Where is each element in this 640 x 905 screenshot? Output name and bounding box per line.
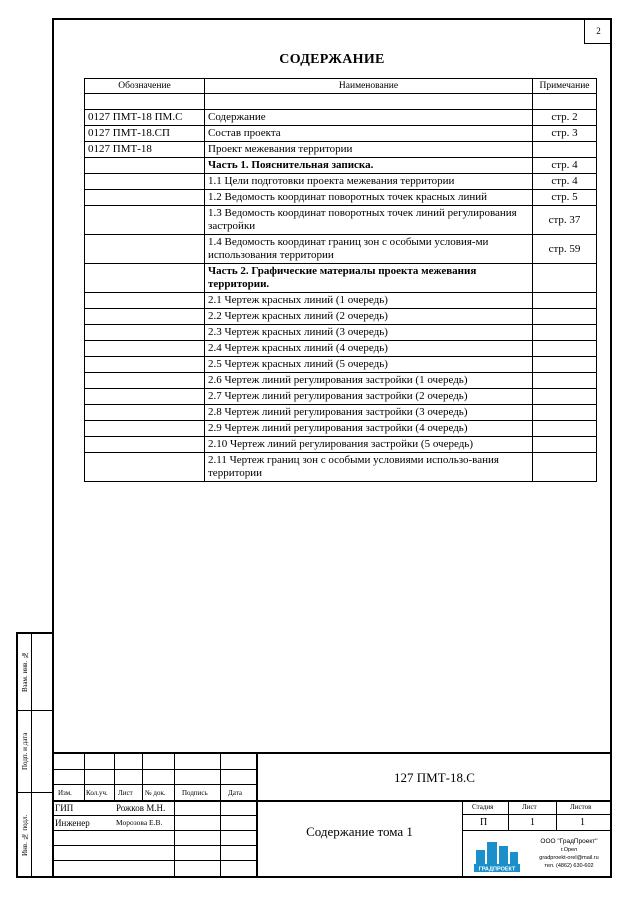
contents-table [84, 78, 597, 482]
cell-code [85, 309, 205, 325]
table-row [85, 190, 597, 206]
cell-name: Содержание [205, 110, 533, 126]
side-label-vzam: Взам. инв. № [21, 651, 29, 693]
cell-code: 0127 ПМТ-18.СП [85, 126, 205, 142]
cell-name: Часть 2. Графические материалы проекта межевания территории. [205, 264, 533, 293]
tb-header-izm: Изм. [58, 789, 72, 797]
cell-note [533, 293, 597, 309]
tb-role-engineer: Инженер [55, 818, 90, 828]
cell-code [85, 389, 205, 405]
organization-info [526, 838, 612, 870]
cell-name: 1.4 Ведомость координат границ зон с особыми условия-ми использования территории [205, 235, 533, 264]
table-row [85, 126, 597, 142]
cell-code [85, 235, 205, 264]
table-row [85, 158, 597, 174]
cell-name: 2.7 Чертеж линий регулирования застройки (2 очередь) [205, 389, 533, 405]
side-label-podp: Подп. и дата [21, 732, 29, 770]
table-row [85, 174, 597, 190]
page-title: СОДЕРЖАНИЕ [279, 52, 385, 67]
table-row [85, 293, 597, 309]
cell-name [205, 94, 533, 110]
table-row [85, 325, 597, 341]
cell-note [533, 309, 597, 325]
org-name: ООО "ГрадПроект" [540, 838, 598, 845]
cell-name: 2.3 Чертеж красных линий (3 очередь) [205, 325, 533, 341]
title-block [52, 752, 612, 878]
cell-note [533, 389, 597, 405]
side-label-inv: Инв. № подл. [21, 814, 29, 856]
cell-code [85, 174, 205, 190]
cell-note: стр. 59 [533, 235, 597, 264]
cell-name: 2.8 Чертеж линий регулирования застройки (3 очередь) [205, 405, 533, 421]
cell-code [85, 158, 205, 174]
cell-note [533, 264, 597, 293]
cell-name: Состав проекта [205, 126, 533, 142]
table-row [85, 373, 597, 389]
table-row [85, 357, 597, 373]
cell-note: стр. 4 [533, 174, 597, 190]
table-row [85, 94, 597, 110]
cell-code: 0127 ПМТ-18 [85, 142, 205, 158]
cell-code [85, 373, 205, 389]
cell-name: 1.2 Ведомость координат поворотных точек красных линий [205, 190, 533, 206]
tb-stage-value: П [480, 817, 488, 828]
page-number: 2 [584, 18, 612, 44]
tb-header-ndok: № док. [145, 789, 166, 797]
cell-name: 2.10 Чертеж линий регулирования застройки (5 очередь) [205, 437, 533, 453]
cell-note [533, 373, 597, 389]
cell-name: 2.6 Чертеж линий регулирования застройки (1 очередь) [205, 373, 533, 389]
cell-note: стр. 4 [533, 158, 597, 174]
cell-note [533, 357, 597, 373]
cell-code: 0127 ПМТ-18 ПМ.С [85, 110, 205, 126]
cell-code [85, 437, 205, 453]
table-row [85, 206, 597, 235]
table-row [85, 421, 597, 437]
cell-name: 2.1 Чертеж красных линий (1 очередь) [205, 293, 533, 309]
cell-code [85, 264, 205, 293]
header-name: Наименование [205, 79, 533, 94]
tb-sheet-value: 1 [530, 817, 535, 828]
cell-name: 2.11 Чертеж границ зон с особыми условиями использо-вания территории [205, 453, 533, 482]
cell-note: стр. 2 [533, 110, 597, 126]
cell-code [85, 357, 205, 373]
cell-note [533, 341, 597, 357]
cell-note: стр. 5 [533, 190, 597, 206]
table-row [85, 110, 597, 126]
cell-note [533, 142, 597, 158]
tb-sheets-value: 1 [580, 817, 585, 828]
tb-sheets-label: Листов [570, 803, 592, 811]
table-row [85, 142, 597, 158]
org-phone: тел. (4862) 630-602 [544, 863, 594, 869]
tb-name-engineer: Морозова Е.В. [116, 818, 163, 827]
cell-note [533, 437, 597, 453]
tb-header-list: Лист [118, 789, 133, 797]
tb-header-koluch: Кол.уч. [86, 789, 108, 797]
cell-note: стр. 3 [533, 126, 597, 142]
cell-name: 2.2 Чертеж красных линий (2 очередь) [205, 309, 533, 325]
cell-note [533, 453, 597, 482]
cell-code [85, 94, 205, 110]
tb-sheet-label: Лист [522, 803, 537, 811]
table-row [85, 453, 597, 482]
cell-note [533, 325, 597, 341]
cell-name: 2.5 Чертеж красных линий (5 очередь) [205, 357, 533, 373]
side-stamp [16, 632, 52, 878]
tb-stage-label: Стадия [472, 803, 494, 811]
cell-code [85, 190, 205, 206]
tb-header-podpis: Подпись [182, 789, 208, 797]
svg-text:ГРАДПРОЕКТ: ГРАДПРОЕКТ [478, 866, 516, 873]
cell-code [85, 341, 205, 357]
cell-code [85, 453, 205, 482]
cell-note [533, 94, 597, 110]
table-header-row [85, 79, 597, 94]
org-email: gradproekt-orel@mail.ru [539, 855, 599, 861]
tb-header-data: Дата [228, 789, 242, 797]
cell-name: 2.9 Чертеж линий регулирования застройки (4 очередь) [205, 421, 533, 437]
cell-code [85, 325, 205, 341]
table-row [85, 405, 597, 421]
table-row [85, 309, 597, 325]
tb-name-gip: Рожков М.Н. [116, 803, 166, 813]
tb-role-gip: ГИП [55, 803, 74, 813]
cell-code [85, 206, 205, 235]
header-designation: Обозначение [85, 79, 205, 94]
cell-name: 1.1 Цели подготовки проекта межевания территории [205, 174, 533, 190]
table-row [85, 341, 597, 357]
table-row [85, 264, 597, 293]
cell-note [533, 405, 597, 421]
cell-name: 1.3 Ведомость координат поворотных точек линий регулирования застройки [205, 206, 533, 235]
header-note: Примечание [533, 79, 597, 94]
cell-code [85, 293, 205, 309]
document-code: 127 ПМТ-18.С [394, 770, 475, 785]
cell-code [85, 405, 205, 421]
cell-name: Часть 1. Пояснительная записка. [205, 158, 533, 174]
table-row [85, 389, 597, 405]
company-logo [472, 836, 522, 874]
cell-note: стр. 37 [533, 206, 597, 235]
cell-note [533, 421, 597, 437]
cell-code [85, 421, 205, 437]
org-city: г.Орел [560, 847, 578, 853]
document-name: Содержание тома 1 [306, 824, 413, 839]
cell-name: Проект межевания территории [205, 142, 533, 158]
cell-name: 2.4 Чертеж красных линий (4 очередь) [205, 341, 533, 357]
table-row [85, 235, 597, 264]
table-row [85, 437, 597, 453]
